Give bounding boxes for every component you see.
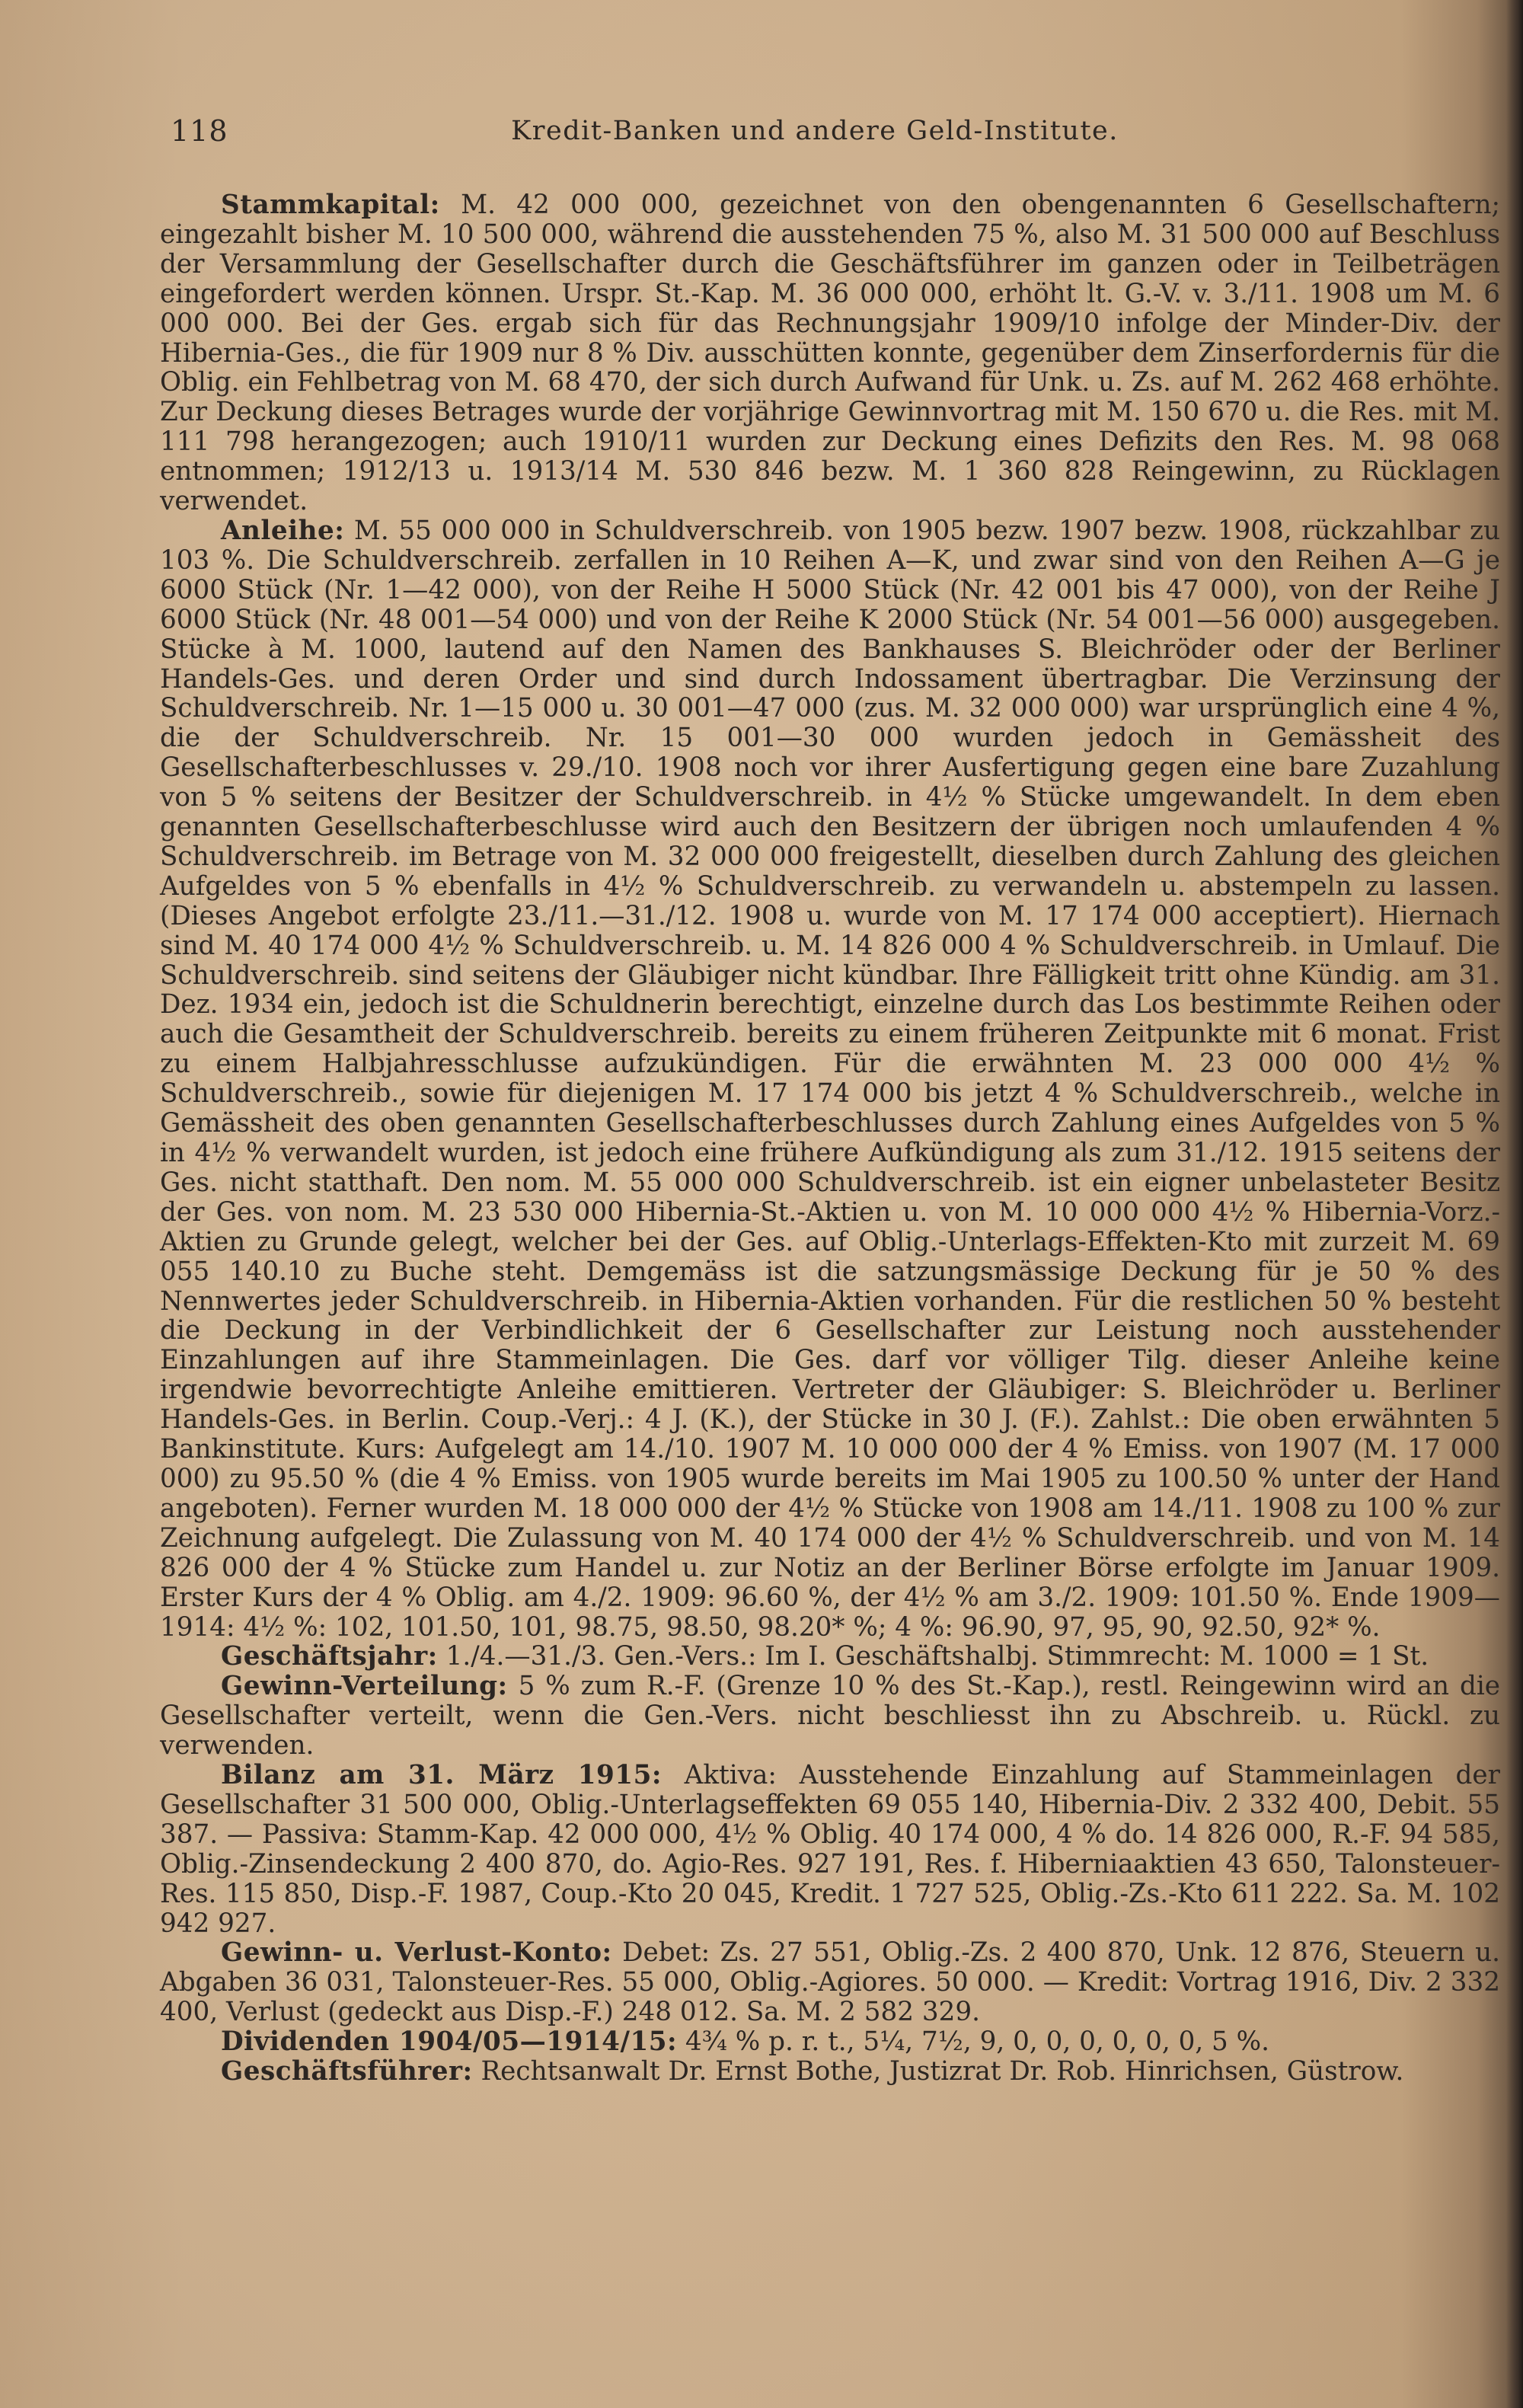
paragraph-text: 1./4.—31./3. Gen.-Vers.: Im I. Geschäftshalbj. Stimmrecht: M. 1000 = 1 St. [437,1641,1429,1672]
paragraph-text: 5 % zum R.-F. (Grenze 10 % des St.-Kap.), restl. Reingewinn wird an die Gesellschafter verteilt, wenn die Gen.-Vers. nicht beschliesst ihn zu Abschreib. u. Rückl. zu verwenden. [160,1671,1500,1761]
paragraph-heading: Gewinn-Verteilung: [221,1671,508,1702]
page-header [160,107,1470,160]
paragraph-heading: Dividenden 1904/05—1914/15: [221,2026,678,2058]
page-edge-shadow [1506,0,1523,2408]
paragraph-heading: Geschäftsführer: [221,2056,473,2087]
paragraph-bilanz [160,1761,1500,1938]
paragraph-stammkapital [160,190,1500,516]
running-title: Kredit-Banken und andere Geld-Institute. [511,116,1119,146]
paragraph-text: M. 55 000 000 in Schuldverschreib. von 1905 bezw. 1907 bezw. 1908, rückzahlbar zu 103 %. Die Schuldverschreib. zerfallen in 10 Reihen A—K, und zwar sind von den Reihen A—G je 6000 Stück (Nr. 1—42 000), von der Reihe H 5000 Stück (Nr. 42 001 bis 47 000), von der Reihe J 6000 Stück (Nr. 48 001—54 000) und von der Reihe K 2000 Stück (Nr. 54 001—56 000) ausgegeben. Stücke à M. 1000, lautend auf den Namen des Bankhauses S. Bleichröder oder der Berliner Handels-Ges. und deren Order und sind durch Indossament übertragbar. Die Verzinsung der Schuldverschreib. Nr. 1—15 000 u. 30 001—47 000 (zus. M. 32 000 000) war ursprünglich eine 4 %, die der Schuldverschreib. Nr. 15 001—30 000 wurden jedoch in Gemässheit des Gesellschafterbeschlusses v. 29./10. 1908 noch vor ihrer Ausfertigung gegen eine bare Zuzahlung von 5 % seitens der Besitzer der Schuldverschreib. in 4½ % Stücke umgewandelt. In dem eben genannten Gesellschafterbeschlusse wird auch den Besitzern der übrigen noch umlaufenden 4 % Schuldverschreib. im Betrage von M. 32 000 000 freigestellt, dieselben durch Zahlung des gleichen Aufgeldes von 5 % ebenfalls in 4½ % Schuldverschreib. zu verwandeln u. abstempeln zu lassen. (Dieses Angebot erfolgte 23./11.—31./12. 1908 u. wurde von M. 17 174 000 acceptiert). Hiernach sind M. 40 174 000 4½ % Schuldverschreib. u. M. 14 826 000 4 % Schuldverschreib. in Umlauf. Die Schuldverschreib. sind seitens der Gläubiger nicht kündbar. Ihre Fälligkeit tritt ohne Kündig. am 31. Dez. 1934 ein, jedoch ist die Schuldnerin berechtigt, einzelne durch das Los bestimmte Reihen oder auch die Gesamtheit der Schuldverschreib. bereits zu einem früheren Zeitpunkte mit 6 monat. Frist zu einem Halbjahresschlusse aufzukündigen. Für die erwähnten M. 23 000 000 4½ % Schuldverschreib., sowie für diejenigen M. 17 174 000 bis jetzt 4 % Schuldverschreib., welche in Gemässheit des oben genannten Gesellschafterbeschlusses durch Zahlung eines Aufgeldes von 5 % in 4½ % verwandelt wurden, ist jedoch eine frühere Aufkündigung als zum 31./12. 1915 seitens der Ges. nicht statthaft. Den nom. M. 55 000 000 Schuldverschreib. ist ein eigner unbelasteter Besitz der Ges. von nom. M. 23 530 000 Hibernia-St.-Aktien u. von M. 10 000 000 4½ % Hibernia-Vorz.-Aktien zu Grunde gelegt, welcher bei der Ges. auf Oblig.-Unterlags-Effekten-Kto mit zurzeit M. 69 055 140.10 zu Buche steht. Demgemäss ist die satzungsmässige Deckung für je 50 % des Nennwertes jeder Schuldverschreib. in Hibernia-Aktien vorhanden. Für die restlichen 50 % besteht die Deckung in der Verbindlichkeit der 6 Gesellschafter zur Leistung noch ausstehender Einzahlungen auf ihre Stammeinlagen. Die Ges. darf vor völliger Tilg. dieser Anleihe keine irgendwie bevorrechtigte Anleihe emittieren. Vertreter der Gläubiger: S. Bleichröder u. Berliner Handels-Ges. in Berlin. Coup.-Verj.: 4 J. (K.), der Stücke in 30 J. (F.). Zahlst.: Die oben erwähnten 5 Bankinstitute. Kurs: Aufgelegt am 14./10. 1907 M. 10 000 000 der 4 % Emiss. von 1907 (M. 17 000 000) zu 95.50 % (die 4 % Emiss. von 1905 wurde bereits im Mai 1905 zu 100.50 % unter der Hand angeboten). Ferner wurden M. 18 000 000 der 4½ % Stücke von 1908 am 14./11. 1908 zu 100 % zur Zeichnung aufgelegt. Die Zulassung von M. 40 174 000 der 4½ % Schuldverschreib. und von M. 14 826 000 der 4 % Stücke zum Handel u. zur Notiz an der Berliner Börse erfolgte im Januar 1909. Erster Kurs der 4 % Oblig. am 4./2. 1909: 96.60 %, der 4½ % am 3./2. 1909: 101.50 %. Ende 1909—1914: 4½ %: 102, 101.50, 101, 98.75, 98.50, 98.20* %; 4 %: 96.90, 97, 95, 90, 92.50, 92* %. [160,515,1500,1643]
paragraph-heading: Geschäftsjahr: [221,1641,438,1672]
paragraph-text: 4¾ % p. r. t., 5¼, 7½, 9, 0, 0, 0, 0, 0, 0, 5 %. [677,2026,1270,2058]
paragraph-heading: Bilanz am 31. März 1915: [221,1760,662,1791]
page-number: 118 [171,114,228,148]
paragraph-heading: Gewinn- u. Verlust-Konto: [221,1937,612,1969]
paragraph-heading: Stammkapital: [221,190,440,220]
paragraph-text: M. 42 000 000, gezeichnet von den obengenannten 6 Gesellschaftern; eingezahlt bisher M. 10 500 000, während die ausstehenden 75 %, also M. 31 500 000 auf Beschluss der Versammlung der Gesellschafter durch die Geschäftsführer im ganzen oder in Teilbeträgen eingefordert werden können. Urspr. St.-Kap. M. 36 000 000, erhöht lt. G.-V. v. 3./11. 1908 um M. 6 000 000. Bei der Ges. ergab sich für das Rechnungsjahr 1909/10 infolge der Minder-Div. der Hibernia-Ges., die für 1909 nur 8 % Div. ausschütten konnte, gegenüber dem Zinserfordernis für die Oblig. ein Fehlbetrag von M. 68 470, der sich durch Aufwand für Unk. u. Zs. auf M. 262 468 erhöhte. Zur Deckung dieses Betrages wurde der vorjährige Gewinnvortrag mit M. 150 670 u. die Res. mit M. 111 798 herangezogen; auch 1910/11 wurden zur Deckung eines Defizits den Res. M. 98 068 entnommen; 1912/13 u. 1913/14 M. 530 846 bezw. M. 1 360 828 Reingewinn, zu Rücklagen verwendet. [160,190,1500,517]
paragraph-geschaeftsfuehrer [160,2057,1500,2087]
paragraph-heading: Anleihe: [221,515,345,546]
paragraph-geschaeftsjahr [160,1642,1500,1672]
paragraph-gewinn-verteilung [160,1672,1500,1761]
paragraph-dividenden [160,2027,1500,2057]
paragraph-gewinn-verlust-konto [160,1938,1500,2027]
paragraph-text: Debet: Zs. 27 551, Oblig.-Zs. 2 400 870, Unk. 12 876, Steuern u. Abgaben 36 031, Talonsteuer-Res. 55 000, Oblig.-Agiores. 50 000. — Kredit: Vortrag 1916, Div. 2 332 400, Verlust (gedeckt aus Disp.-F.) 248 012. Sa. M. 2 582 329. [160,1937,1500,2028]
paragraph-anleihe [160,516,1500,1642]
paragraph-text: Aktiva: Ausstehende Einzahlung auf Stammeinlagen der Gesellschafter 31 500 000, Oblig.-Unterlagseffekten 69 055 140, Hibernia-Div. 2 332 400, Debit. 55 387. — Passiva: Stamm-Kap. 42 000 000, 4½ % Oblig. 40 174 000, 4 % do. 14 826 000, R.-F. 94 585, Oblig.-Zinsendeckung 2 400 870, do. Agio-Res. 927 191, Res. f. Hiberniaaktien 43 650, Talonsteuer-Res. 115 850, Disp.-F. 1987, Coup.-Kto 20 045, Kredit. 1 727 525, Oblig.-Zs.-Kto 611 222. Sa. M. 102 942 927. [160,1760,1500,1939]
paragraph-text: Rechtsanwalt Dr. Ernst Bothe, Justizrat Dr. Rob. Hinrichsen, Güstrow. [472,2056,1404,2087]
document-body [160,190,1500,2087]
